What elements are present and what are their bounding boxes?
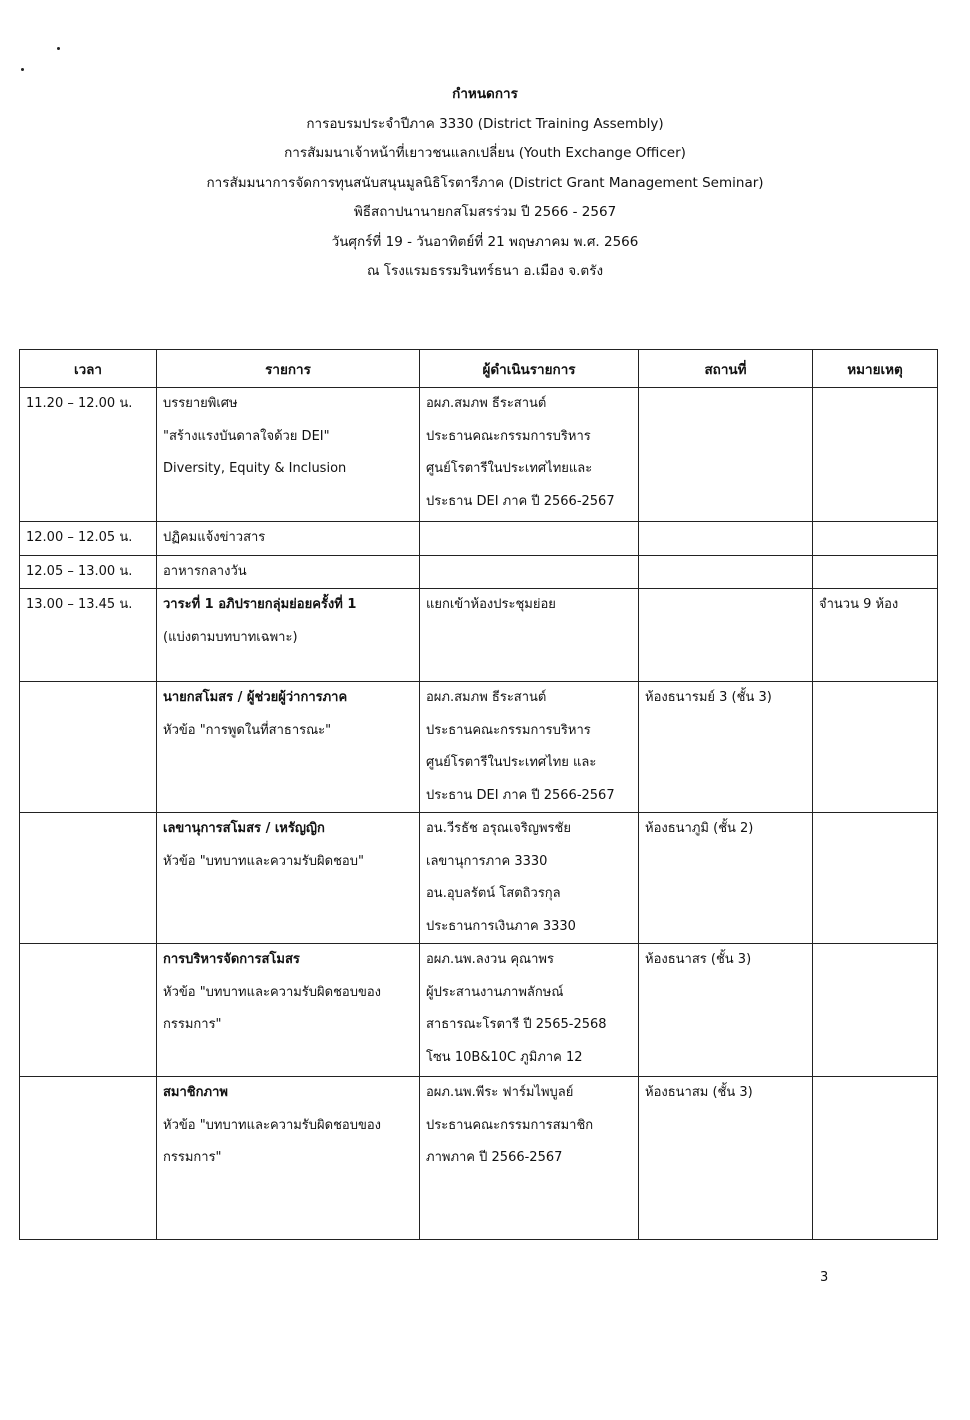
host-text: ประธานคณะกรรมการสมาชิก [426, 1117, 594, 1133]
header-line-4: พิธีสถาปนานายกสโมสรร่วม ปี 2566 - 2567 [353, 204, 617, 220]
item-text: อาหารกลางวัน [163, 563, 247, 579]
time-text: 13.00 – 13.45 น. [26, 597, 133, 612]
host-cell [420, 388, 639, 522]
place-cell [639, 813, 813, 944]
table-row [20, 813, 938, 944]
note-cell [813, 522, 938, 556]
time-text [26, 1077, 150, 1110]
host-text: ประธานการเงินภาค 3330 [426, 918, 576, 934]
host-text: เลขานุการภาค 3330 [426, 853, 548, 869]
host-text: อน.อุบลรัตน์ โสตถิวรกุล [426, 886, 561, 901]
time-cell [20, 589, 157, 682]
host-cell [420, 682, 639, 813]
item-text: หัวข้อ "บทบาทและความรับผิดชอบ" [163, 853, 364, 869]
item-cell [157, 944, 420, 1077]
time-cell [20, 555, 157, 589]
item-cell [157, 388, 420, 522]
place-text: ห้องธนาภูมิ (ชั้น 2) [645, 821, 754, 836]
agenda-body [20, 388, 938, 1240]
column-header-host: ผู้ดำเนินรายการ [420, 350, 639, 388]
host-text: สาธารณะโรตารี ปี 2565-2568 [426, 1017, 607, 1032]
column-header-place: สถานที่ [639, 350, 813, 388]
page-number: 3 [820, 1270, 829, 1285]
item-text: "สร้างแรงบันดาลใจด้วย DEI" [163, 428, 330, 444]
place-cell [639, 522, 813, 556]
host-text: อน.วีรธัช อรุณเจริญพรชัย [426, 821, 571, 836]
note-text [819, 522, 931, 555]
place-text: ห้องธนารมย์ 3 (ชั้น 3) [645, 690, 772, 705]
item-text: Diversity, Equity & Inclusion [163, 461, 347, 476]
time-cell [20, 944, 157, 1077]
item-text: หัวข้อ "การพูดในที่สาธารณะ" [163, 722, 332, 738]
column-header-note: หมายเหตุ [813, 350, 938, 388]
item-cell [157, 522, 420, 556]
header-line-2: การสัมมนาเจ้าหน้าที่เยาวชนแลกเปลี่ยน (Youth Exchange Officer) [284, 145, 686, 161]
place-text [645, 388, 806, 421]
time-text [26, 813, 150, 846]
host-text: ประธาน DEI ภาค ปี 2566-2567 [426, 787, 615, 803]
host-text: ภาพภาค ปี 2566-2567 [426, 1150, 563, 1165]
header-line-6: ณ โรงแรมธรรมรินทร์ธนา อ.เมือง จ.ตรัง [366, 263, 604, 279]
item-cell [157, 1077, 420, 1240]
item-cell [157, 589, 420, 682]
time-text: 12.00 – 12.05 น. [26, 530, 133, 545]
time-cell [20, 1077, 157, 1240]
time-text [26, 944, 150, 977]
agenda-table [19, 349, 938, 1240]
host-text: อผภ.สมภพ ธีระสานต์ [426, 396, 547, 411]
item-text: การบริหารจัดการสโมสร [163, 952, 300, 967]
header-line-1: การอบรมประจำปีภาค 3330 (District Training Assembly) [306, 115, 664, 132]
note-text: จำนวน 9 ห้อง [819, 597, 899, 612]
item-text: กรรมการ" [163, 1150, 222, 1165]
place-cell [639, 555, 813, 589]
note-cell [813, 555, 938, 589]
host-text: ศูนย์โรตารีในประเทศไทยและ [426, 461, 593, 476]
place-text [645, 589, 806, 622]
time-cell [20, 813, 157, 944]
table-row [20, 388, 938, 522]
host-text: อผภ.นพ.พีระ ฟาร์มไพบูลย์ [426, 1085, 574, 1100]
scan-speck [21, 68, 24, 71]
item-cell [157, 813, 420, 944]
host-cell [420, 944, 639, 1077]
note-text [819, 813, 931, 846]
time-cell [20, 388, 157, 522]
table-row [20, 589, 938, 682]
item-text: กรรมการ" [163, 1017, 222, 1032]
header-line-3: การสัมมนาการจัดการทุนสนับสนุนมูลนิธิโรตารีภาค (District Grant Management Seminar) [206, 174, 764, 191]
time-text: 12.05 – 13.00 น. [26, 563, 133, 579]
table-row [20, 1077, 938, 1240]
table-row [20, 944, 938, 1077]
note-text [819, 682, 931, 715]
column-header-time: เวลา [20, 350, 157, 388]
note-cell [813, 388, 938, 522]
place-text: ห้องธนาสม (ชั้น 3) [645, 1085, 753, 1100]
item-text: วาระที่ 1 อภิปรายกลุ่มย่อยครั้งที่ 1 [163, 597, 357, 612]
table-row [20, 682, 938, 813]
host-cell [420, 555, 639, 589]
scan-speck [57, 47, 60, 50]
host-cell [420, 522, 639, 556]
note-cell [813, 944, 938, 1077]
table-row [20, 555, 938, 589]
note-text [819, 1077, 931, 1110]
table-header-row [20, 350, 938, 388]
item-cell [157, 555, 420, 589]
place-cell [639, 944, 813, 1077]
host-text: ผู้ประสานงานภาพลักษณ์ [426, 984, 564, 1000]
place-text [645, 556, 806, 589]
host-cell [420, 813, 639, 944]
place-cell [639, 1077, 813, 1240]
document-title: กำหนดการ [452, 86, 518, 102]
host-text: ประธานคณะกรรมการบริหาร [426, 428, 591, 444]
host-cell [420, 1077, 639, 1240]
host-text: โซน 10B&10C ภูมิภาค 12 [426, 1049, 583, 1065]
note-text [819, 556, 931, 589]
time-cell [20, 522, 157, 556]
host-text: อผภ.นพ.ลงวน คุณาพร [426, 952, 554, 967]
time-cell [20, 682, 157, 813]
item-text: บรรยายพิเศษ [163, 396, 238, 411]
item-text: เลขานุการสโมสร / เหรัญญิก [163, 821, 325, 836]
note-cell [813, 1077, 938, 1240]
place-cell [639, 682, 813, 813]
note-text [819, 944, 931, 977]
time-text [26, 682, 150, 715]
place-cell [639, 388, 813, 522]
time-text: 11.20 – 12.00 น. [26, 396, 133, 411]
item-text: สมาชิกภาพ [163, 1085, 228, 1100]
host-cell [420, 589, 639, 682]
place-text [645, 522, 806, 555]
host-text: อผภ.สมภพ ธีระสานต์ [426, 690, 547, 705]
document-header [0, 80, 970, 287]
note-cell [813, 589, 938, 682]
item-cell [157, 682, 420, 813]
item-text: นายกสโมสร / ผู้ช่วยผู้ว่าการภาค [163, 690, 348, 705]
item-text: หัวข้อ "บทบาทและความรับผิดชอบของ [163, 1117, 382, 1133]
header-line-5: วันศุกร์ที่ 19 - วันอาทิตย์ที่ 21 พฤษภาคม พ.ศ. 2566 [331, 233, 639, 250]
table-row [20, 522, 938, 556]
item-text: ปฏิคมแจ้งข่าวสาร [163, 530, 266, 545]
host-text: ประธานคณะกรรมการบริหาร [426, 722, 591, 738]
place-cell [639, 589, 813, 682]
item-text: หัวข้อ "บทบาทและความรับผิดชอบของ [163, 984, 382, 1000]
note-text [819, 388, 931, 421]
host-text: ศูนย์โรตารีในประเทศไทย และ [426, 755, 597, 770]
place-text: ห้องธนาสร (ชั้น 3) [645, 952, 752, 967]
host-text: ประธาน DEI ภาค ปี 2566-2567 [426, 493, 615, 509]
host-text: แยกเข้าห้องประชุมย่อย [426, 597, 556, 612]
note-cell [813, 813, 938, 944]
item-text: (แบ่งตามบทบาทเฉพาะ) [163, 629, 298, 645]
note-cell [813, 682, 938, 813]
column-header-item: รายการ [157, 350, 420, 388]
